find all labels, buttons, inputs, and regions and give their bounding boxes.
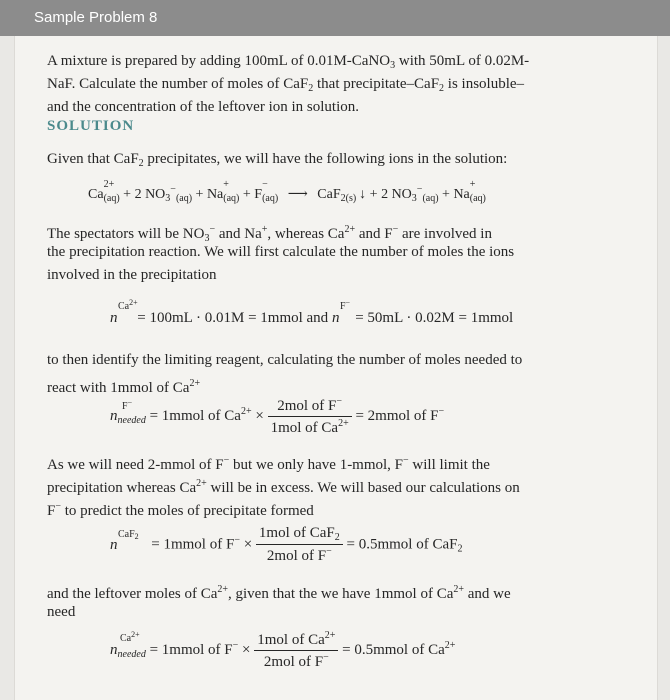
moles-equation: n $Ca^{2+}$ = 100mL · 0.01M = 1mmol and n F− = 50mL · 0.02M = 1mmol [110, 298, 514, 326]
excess-line-3: F− to predict the moles of precipitate formed [47, 501, 314, 519]
problem-line-1: A mixture is prepared by adding 100mL of 0.01M-CaNO$_3$ with 50mL of 0.02M- [47, 53, 530, 71]
header-title: Sample Problem 8 [34, 9, 158, 26]
excess-line-2: precipitation whereas $Ca^{2+}$ will be in excess. We will based our calculations on [47, 478, 520, 496]
limiting-line-2: react with 1mmol of $Ca^{2+}$ [47, 378, 201, 396]
reaction-arrow: ⟶ [287, 187, 308, 202]
leftover-calcium-equation: $n_{needed}$ $Ca^{2+}$ = 1mmol of F− × $\frac{1mol of Ca^{2+}}{2mol of F^-}$ = 0.5mmol of $Ca^{2+}$ [110, 629, 456, 670]
reaction-equation: Ca 2+ $_{(aq)}$ + 2 $NO_3^-_{(aq)} + Na$ + $_{(aq)}$ + F − $_{(aq)}$ ⟶ CaF$_{2(s)}$ ↓ + 2 $NO_3^-_{(aq)} + Na$ + $_{(aq)}$ [88, 179, 486, 204]
problem-line-2: NaF. Calculate the number of moles of CaF$_2$ that precipitate–CaF$_2$ is insoluble– [47, 76, 525, 94]
spectators-line-3: involved in the precipitation [47, 267, 217, 283]
needed-fluoride-equation: $n_{needed}$ F− = 1mmol of $Ca^{2+}$ × $\frac{2mol of F^-}{1mol of Ca^{2+}}$ = 2mmol of F− [110, 396, 445, 436]
precipitate-equation: n CaF$_2$ = 1mmol of F− × $\frac{1mol of CaF_2}{2mol of F^-}$ = 0.5mmol of CaF$_2$ [110, 525, 463, 564]
given-line: Given that CaF$_2$ precipitates, we will have the following ions in the solution: [47, 151, 508, 169]
header-bar [0, 0, 670, 36]
solution-label: SOLUTION [47, 118, 135, 134]
spectators-line-1: The spectators will be $NO_3^-$ and Na+, whereas $Ca^{2+}$ and F− are involved in [47, 224, 492, 244]
spectators-line-2: the precipitation reaction. We will first calculate the number of moles the ions [47, 244, 515, 260]
limiting-line-1: to then identify the limiting reagent, calculating the number of moles needed to [47, 352, 523, 368]
excess-line-1: As we will need 2-mmol of F− but we only have 1-mmol, F− will limit the [47, 455, 490, 473]
problem-line-3: and the concentration of the leftover ion in solution. [47, 99, 359, 115]
leftover-line-1: and the leftover moles of $Ca^{2+}$, given that the we have 1mmol of $Ca^{2+}$ and we [47, 584, 511, 602]
leftover-line-2: need [47, 604, 76, 620]
